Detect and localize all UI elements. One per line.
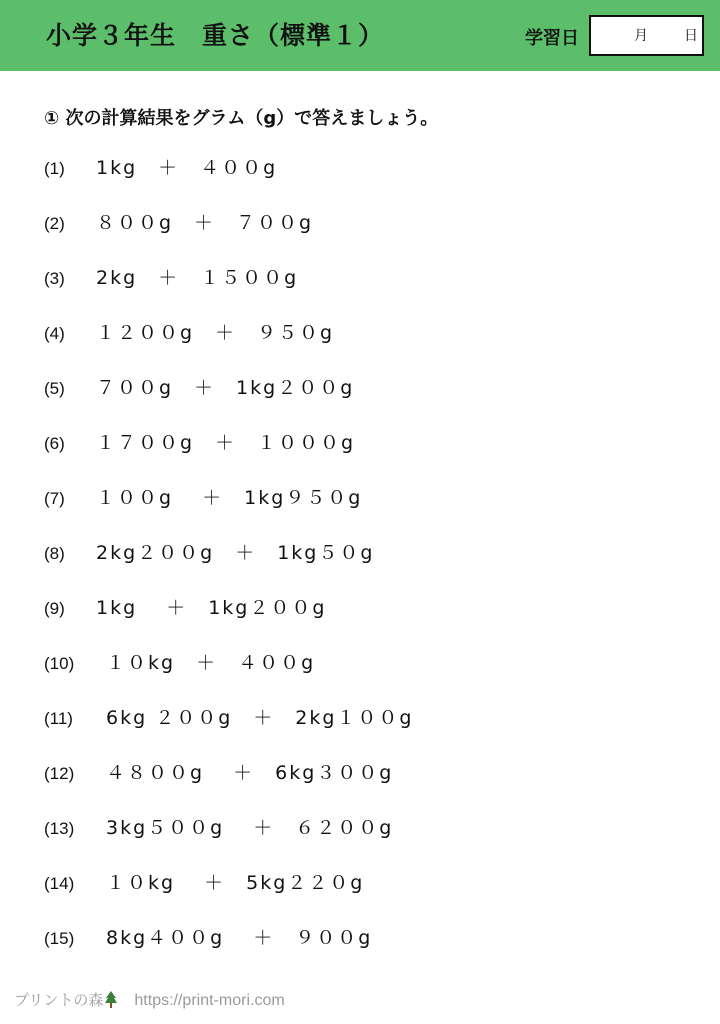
problem-expression: 1kg ＋ 1kg２００g: [96, 597, 327, 619]
problem-number: (10): [44, 654, 75, 673]
problem-number: (8): [44, 544, 65, 563]
instruction-text: ① 次の計算結果をグラム（g）で答えましょう。: [44, 108, 439, 129]
problem-number: (13): [44, 819, 75, 838]
problem-number: (12): [44, 764, 75, 783]
problem-expression: 2kg２００g ＋ 1kg５０g: [96, 542, 375, 564]
problem-number: (7): [44, 489, 65, 508]
problem-expression: １０kg ＋ 5kg２２０g: [106, 872, 365, 894]
problem-item: [44, 374, 354, 402]
problem-number: (5): [44, 379, 65, 398]
problem-item: [44, 154, 277, 182]
problem-expression: 1kg ＋ ４００g: [96, 157, 278, 179]
problem-item: [44, 594, 326, 622]
problem-number: (4): [44, 324, 65, 343]
problem-expression: 2kg ＋ １５００g: [96, 267, 299, 289]
problem-item: [44, 429, 355, 457]
problem-number: (6): [44, 434, 65, 453]
problem-expression: ４８００g ＋ 6kg３００g: [106, 762, 394, 784]
problem-number: (2): [44, 214, 65, 233]
problem-item: [44, 759, 393, 787]
study-date-label: 学習日: [525, 28, 579, 49]
problem-item: [44, 814, 393, 842]
problem-number: (9): [44, 599, 65, 618]
problem-expression: 6kg ２００g ＋ 2kg１００g: [106, 707, 414, 729]
problem-item: [44, 209, 313, 237]
problem-expression: １０kg ＋ ４００g: [106, 652, 316, 674]
site-name: プリントの森: [14, 991, 104, 1009]
problem-number: (11): [44, 709, 73, 728]
problem-expression: 3kg５００g ＋ ６２００g: [106, 817, 394, 839]
problem-item: [44, 484, 362, 512]
problem-item: [44, 924, 372, 952]
problem-item: [44, 869, 364, 897]
problem-item: [44, 264, 298, 292]
problem-number: (1): [44, 159, 65, 178]
header-bar: [0, 0, 720, 71]
problem-number: (3): [44, 269, 65, 288]
problem-item: [44, 704, 413, 732]
problem-expression: １００g ＋ 1kg９５０g: [96, 487, 363, 509]
problem-item: [44, 539, 374, 567]
problem-item: [44, 649, 315, 677]
problem-number: (14): [44, 874, 75, 893]
problem-expression: １２００g ＋ ９５０g: [96, 322, 335, 344]
footer: [14, 989, 285, 1014]
study-date-field[interactable]: [589, 15, 704, 56]
tree-icon: [104, 991, 118, 1014]
site-url-link[interactable]: https://print-mori.com: [134, 992, 285, 1009]
problem-expression: ８００g ＋ ７００g: [96, 212, 314, 234]
problem-expression: 8kg４００g ＋ ９００g: [106, 927, 373, 949]
page-title: 小学３年生 重さ（標準１）: [46, 21, 385, 50]
problem-expression: ７００g ＋ 1kg２００g: [96, 377, 355, 399]
problem-item: [44, 319, 334, 347]
month-label: 月: [634, 28, 648, 44]
day-label: 日: [684, 28, 698, 44]
problem-expression: １７００g ＋ １０００g: [96, 432, 356, 454]
problem-number: (15): [44, 929, 75, 948]
